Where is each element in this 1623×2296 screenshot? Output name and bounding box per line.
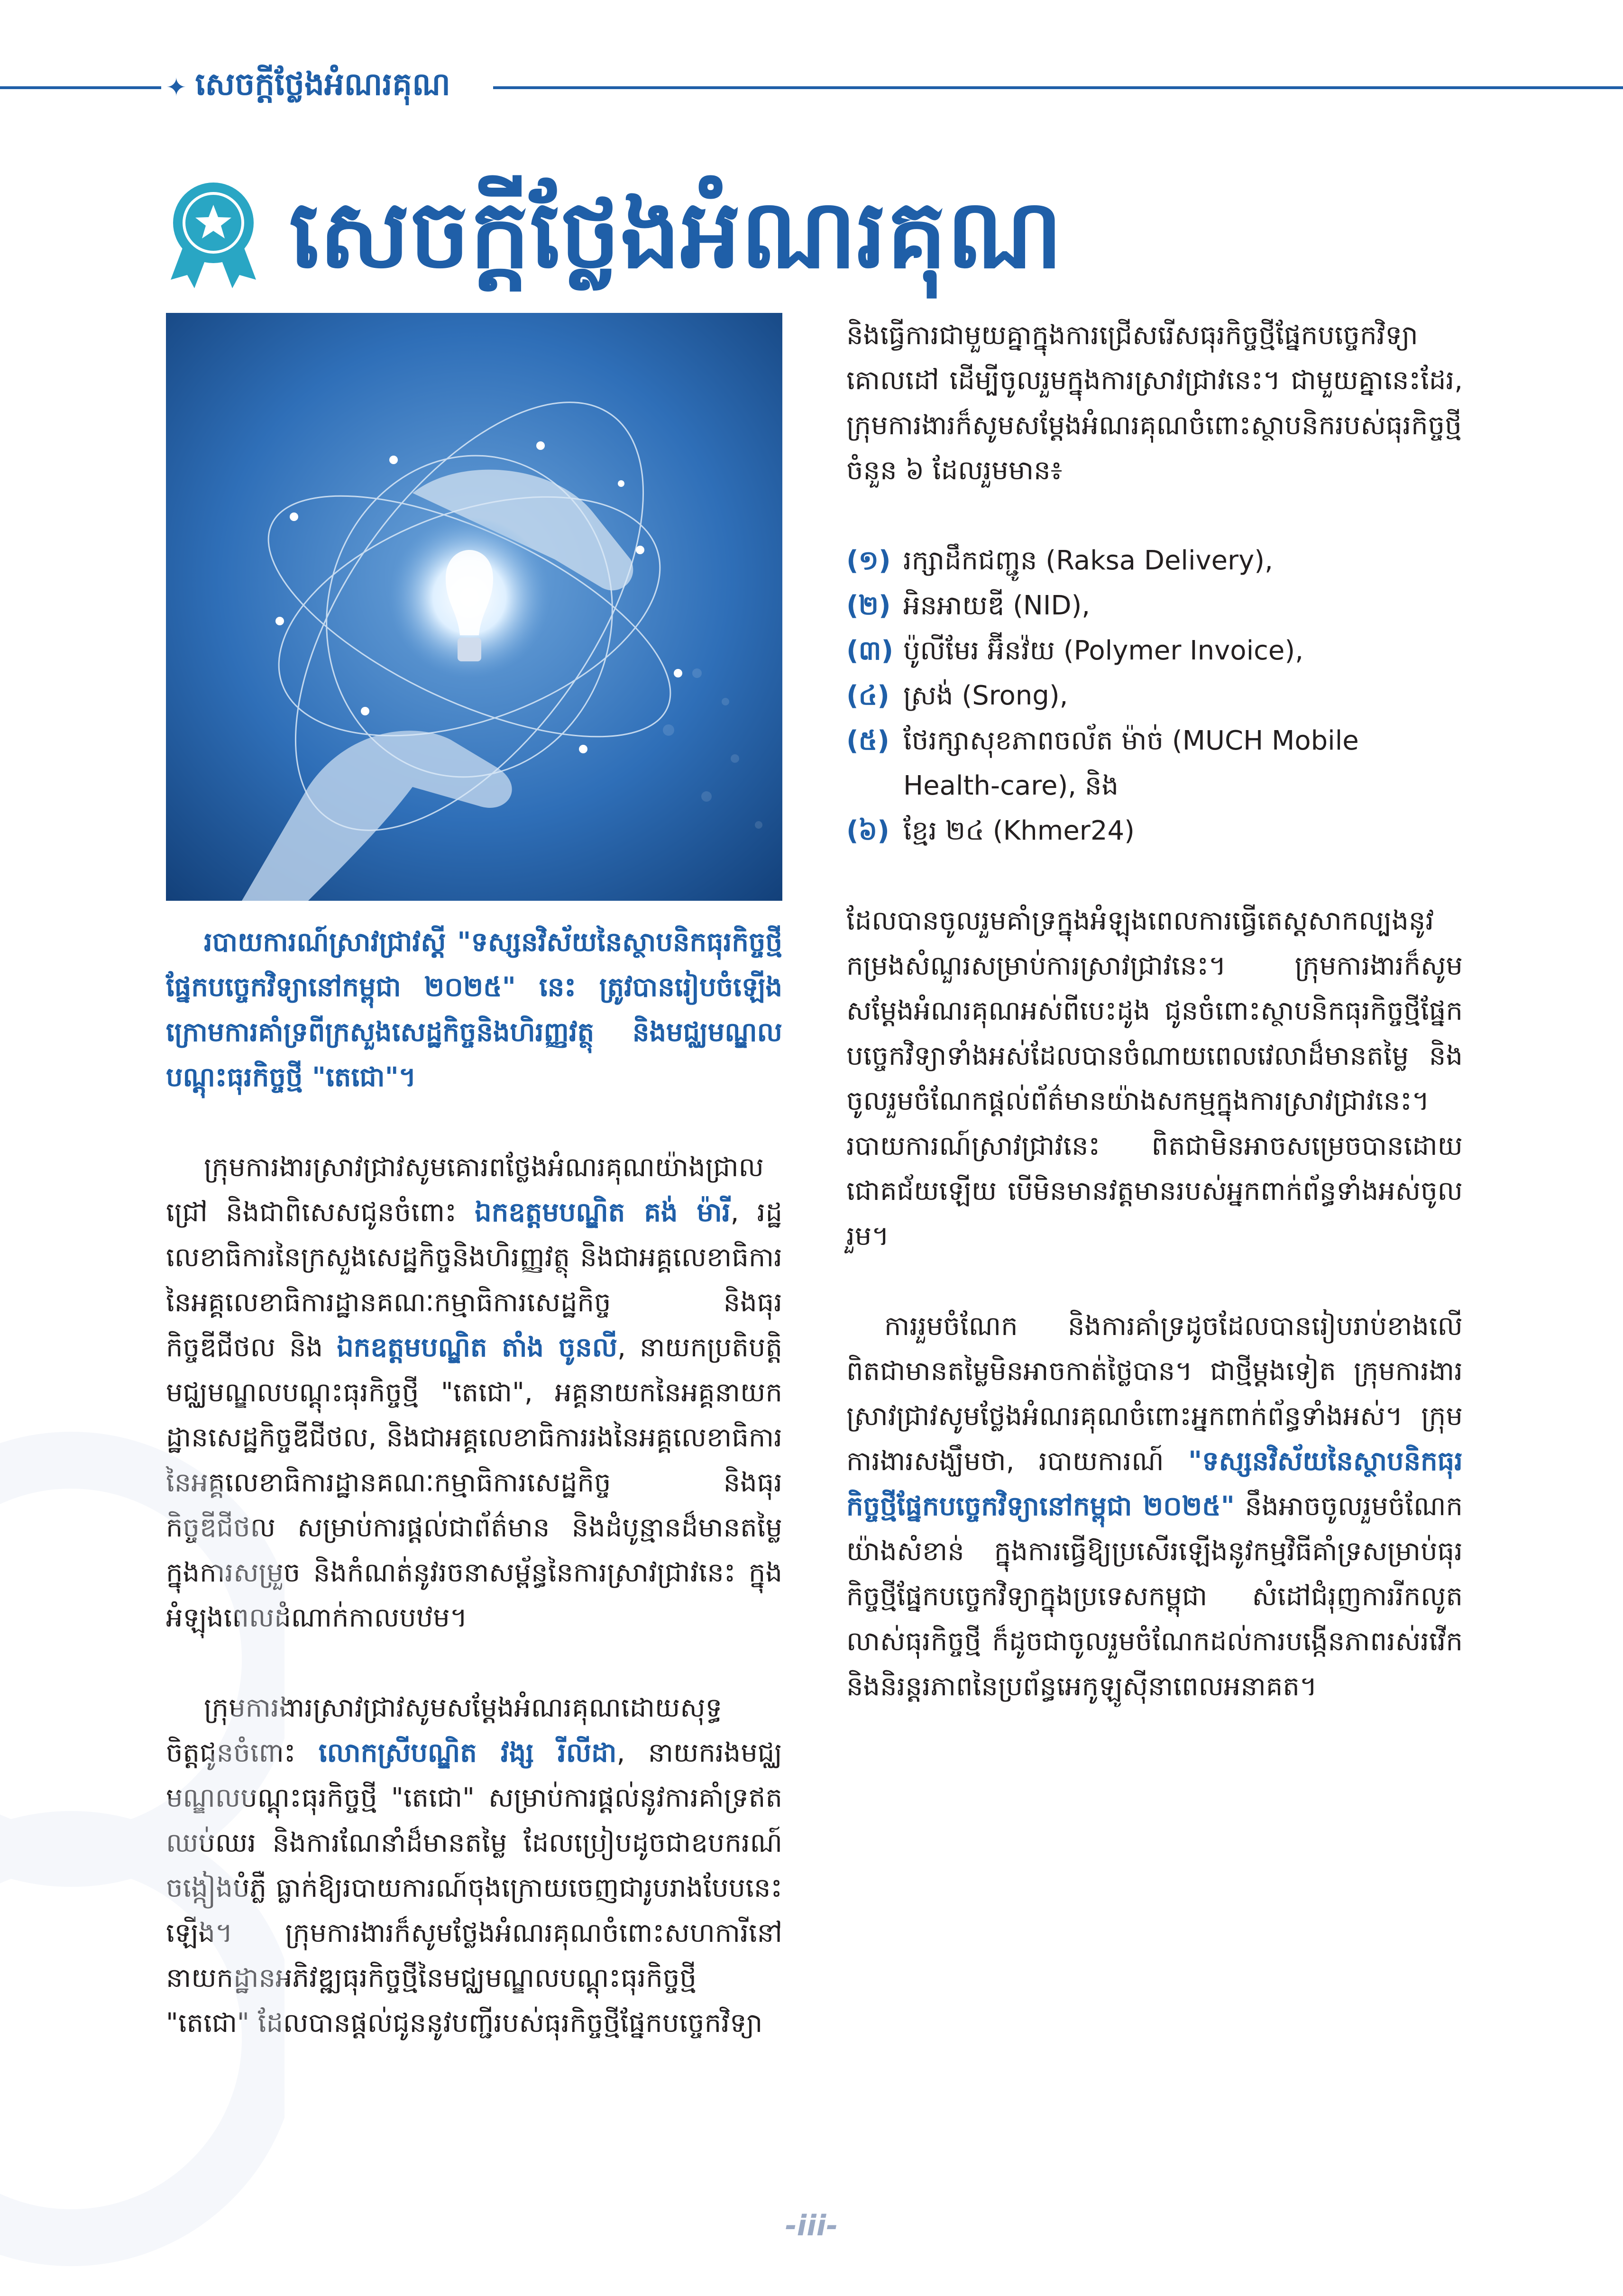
list-number: (១): [846, 545, 891, 576]
lightbulb-network-photo: [166, 313, 782, 901]
right-paragraph-3: [846, 1304, 1463, 1709]
list-text: ខ្មែរ ២៤ (Khmer24): [903, 815, 1135, 846]
list-text: ប៉ូលីមែរ អ៊ីនវ៉យ (Polymer Invoice),: [903, 635, 1304, 666]
right-paragraph-2: ដែលបានចូលរួមគាំទ្រក្នុងអំឡុងពេលការធ្វើតេស្តសាកល្បងនូវកម្រងសំណួរសម្រាប់ការស្រាវជ្រាវនេះ។ ក្រុមការងារក៏សូមសម្តែងអំណរគុណអស់ពីបេះដូង ជូនចំពោះស្ថាបនិកធុរកិច្ចថ្មីផ្នែកបច្ចេកវិទ្យាទាំងអស់ដែលបានចំណាយពេលវេលាដ៏មានតម្លៃ និងចូលរួមចំណែកផ្តល់ព័ត៌មានយ៉ាងសកម្មក្នុងការស្រាវជ្រាវនេះ។ របាយការណ៍ស្រាវជ្រាវនេះ ពិតជាមិនអាចសម្រេចបានដោយជោគជ័យឡើយ បើមិនមានវត្តមានរបស់អ្នកពាក់ព័ន្ធទាំងអស់ចូលរួម។: [846, 906, 1463, 1252]
person-name-taing-chhunly: ឯកឧត្តមបណ្ឌិត តាំង ចូនលី: [337, 1332, 618, 1363]
intro-paragraph: របាយការណ៍ស្រាវជ្រាវស្តី "ទស្សនវិស័យនៃស្ថាបនិកធុរកិច្ចថ្មីផ្នែកបច្ចេកវិទ្យានៅកម្ពុជា ២០២៥" នេះ ត្រូវបានរៀបចំឡើងក្រោមការគាំទ្រពីក្រសួងសេដ្ឋកិច្ចនិងហិរញ្ញវត្ថុ និងមជ្ឈមណ្ឌលបណ្តុះធុរកិច្ចថ្មី "តេជោ"។: [166, 927, 782, 1093]
list-item: [846, 583, 1463, 628]
award-badge-icon: [166, 180, 261, 289]
list-text: ថែរក្សាសុខភាពចល័ត ម៉ាច់ (MUCH Mobile Health-care), និង: [903, 725, 1359, 801]
page-title-block: [166, 171, 1063, 299]
list-text: ស្រង់ (Srong),: [903, 680, 1068, 711]
person-name-kong-marry: ឯកឧត្តមបណ្ឌិត គង់ ម៉ារី: [475, 1197, 731, 1228]
para3-text-b: នឹងអាចចូលរួមចំណែកយ៉ាងសំខាន់ ក្នុងការធ្វើឱ្យប្រសើរឡើងនូវកម្មវិធីគាំទ្រសម្រាប់ធុរកិច្ចថ្មីផ្នែកបច្ចេកវិទ្យាក្នុងប្រទេសកម្ពុជា សំដៅជំរុញការរីកលូតលាស់ធុរកិច្ចថ្មី ក៏ដូចជាចូលរួមចំណែកដល់ការបង្កើនភាពរស់រវើក និងនិរន្តរភាពនៃប្រព័ន្ធអេកូឡូស៊ីនាពេលអនាគត។: [846, 1491, 1463, 1702]
page-title: សេចក្តីថ្លែងអំណរគុណ: [289, 179, 1063, 290]
para1-text-a: ក្រុមការងារស្រាវជ្រាវសូមគោរពថ្លែងអំណរគុណយ៉ាងជ្រាលជ្រៅ និងជាពិសេសជូនចំពោះ: [166, 1152, 764, 1228]
list-number: (៦): [846, 815, 889, 846]
list-item: [846, 808, 1463, 853]
list-number: (២): [846, 590, 891, 621]
report-title-highlight: "ទស្សនវិស័យនៃស្ថាបនិកធុរកិច្ចថ្មីផ្នែកបច្ចេកវិទ្យានៅកម្ពុជា ២០២៥": [846, 1446, 1463, 1522]
list-text: រក្សាដឹកជញ្ជូន (Raksa Delivery),: [903, 545, 1273, 576]
header-rule-right: [493, 86, 1623, 89]
list-item: [846, 673, 1463, 718]
diamond-bullet-icon: ✦: [166, 73, 187, 102]
para1-text-c: , នាយកប្រតិបត្តិមជ្ឈមណ្ឌលបណ្តុះធុរកិច្ចថ្មី "តេជោ", អគ្គនាយកនៃអគ្គនាយកដ្ឋានសេដ្ឋកិច្ចឌីជីថល, និងជាអគ្គលេខាធិការរងនៃអគ្គលេខាធិការនៃអគ្គលេខាធិការដ្ឋានគណៈកម្មាធិការសេដ្ឋកិច្ច និងធុរកិច្ចឌីជីថល សម្រាប់ការផ្តល់ជាព័ត៌មាន និងដំបូន្មានដ៏មានតម្លៃ ក្នុងការសម្រួច និងកំណត់នូវរចនាសម្ព័ន្ធនៃការស្រាវជ្រាវនេះ ក្នុងអំឡុងពេលដំណាក់កាលបឋម។: [166, 1332, 783, 1633]
page-number: -iii-: [785, 2209, 838, 2242]
section-header-label: សេចក្តីថ្លែងអំណរគុណ: [195, 66, 450, 102]
background-watermark: [0, 1375, 284, 2276]
list-text: អិនអាយឌី (NID),: [903, 590, 1091, 621]
list-item: [846, 628, 1463, 673]
list-number: (៣): [846, 635, 894, 666]
header-rule-left: [0, 86, 161, 89]
list-number: (៥): [846, 725, 889, 756]
para2-text-a: ក្រុមការងារស្រាវជ្រាវសូមសម្តែងអំណរគុណដោយសុទ្ធចិត្តជូនចំពោះ: [166, 1692, 723, 1768]
right-paragraph-1: និងធ្វើការជាមួយគ្នាក្នុងការជ្រើសរើសធុរកិច្ចថ្មីផ្នែកបច្ចេកវិទ្យាគោលដៅ ដើម្បីចូលរួមក្នុងការស្រាវជ្រាវនេះ។ ជាមួយគ្នានេះដែរ, ក្រុមការងារក៏សូមសម្តែងអំណរគុណចំពោះស្ថាបនិករបស់ធុរកិច្ចថ្មីចំនួន ៦ ដែលរួមមាន៖: [846, 320, 1463, 486]
list-number: (៤): [846, 680, 889, 711]
para2-text-b: , នាយករងមជ្ឈមណ្ឌលបណ្តុះធុរកិច្ចថ្មី "តេជោ" សម្រាប់ការផ្តល់នូវការគាំទ្រឥតឈប់ឈរ និងការណែនាំដ៏មានតម្លៃ ដែលប្រៀបដូចជាឧបករណ៍ចង្កៀងបំភ្លឺ ធ្លាក់ឱ្យរបាយការណ៍ចុងក្រោយចេញជារូបរាងបែបនេះឡើង។ ក្រុមការងារក៏សូមថ្លែងអំណរគុណចំពោះសហការីនៅនាយកដ្ឋានអភិវឌ្ឍធុរកិច្ចថ្មីនៃមជ្ឈមណ្ឌលបណ្តុះធុរកិច្ចថ្មី "តេជោ" ដែលបានផ្តល់ជូននូវបញ្ជីរបស់ធុរកិច្ចថ្មីផ្នែកបច្ចេកវិទ្យា: [166, 1738, 782, 2039]
para1-text-b: , រដ្ឋលេខាធិការនៃក្រសួងសេដ្ឋកិច្ចនិងហិរញ្ញវត្ថុ និងជាអគ្គលេខាធិការនៃអគ្គលេខាធិការដ្ឋានគណៈកម្មាធិការសេដ្ឋកិច្ច និងធុរកិច្ចឌីជីថល និង: [166, 1197, 783, 1363]
person-name-vong-rilida: លោកស្រីបណ្ឌិត វង្ស រីលីដា: [318, 1738, 617, 1768]
list-item: [846, 538, 1463, 583]
right-column: [846, 313, 1463, 1709]
para3-text-a: ការរួមចំណែក និងការគាំទ្រដូចដែលបានរៀបរាប់ខាងលើពិតជាមានតម្លៃមិនអាចកាត់ថ្លៃបាន។ ជាថ្មីម្តងទៀត ក្រុមការងារស្រាវជ្រាវសូមថ្លែងអំណរគុណចំពោះអ្នកពាក់ព័ន្ធទាំងអស់។ ក្រុមការងារសង្ឃឹមថា, របាយការណ៍: [846, 1311, 1463, 1477]
startup-list: [846, 538, 1463, 853]
section-header: [166, 62, 450, 114]
list-item: [846, 718, 1463, 808]
